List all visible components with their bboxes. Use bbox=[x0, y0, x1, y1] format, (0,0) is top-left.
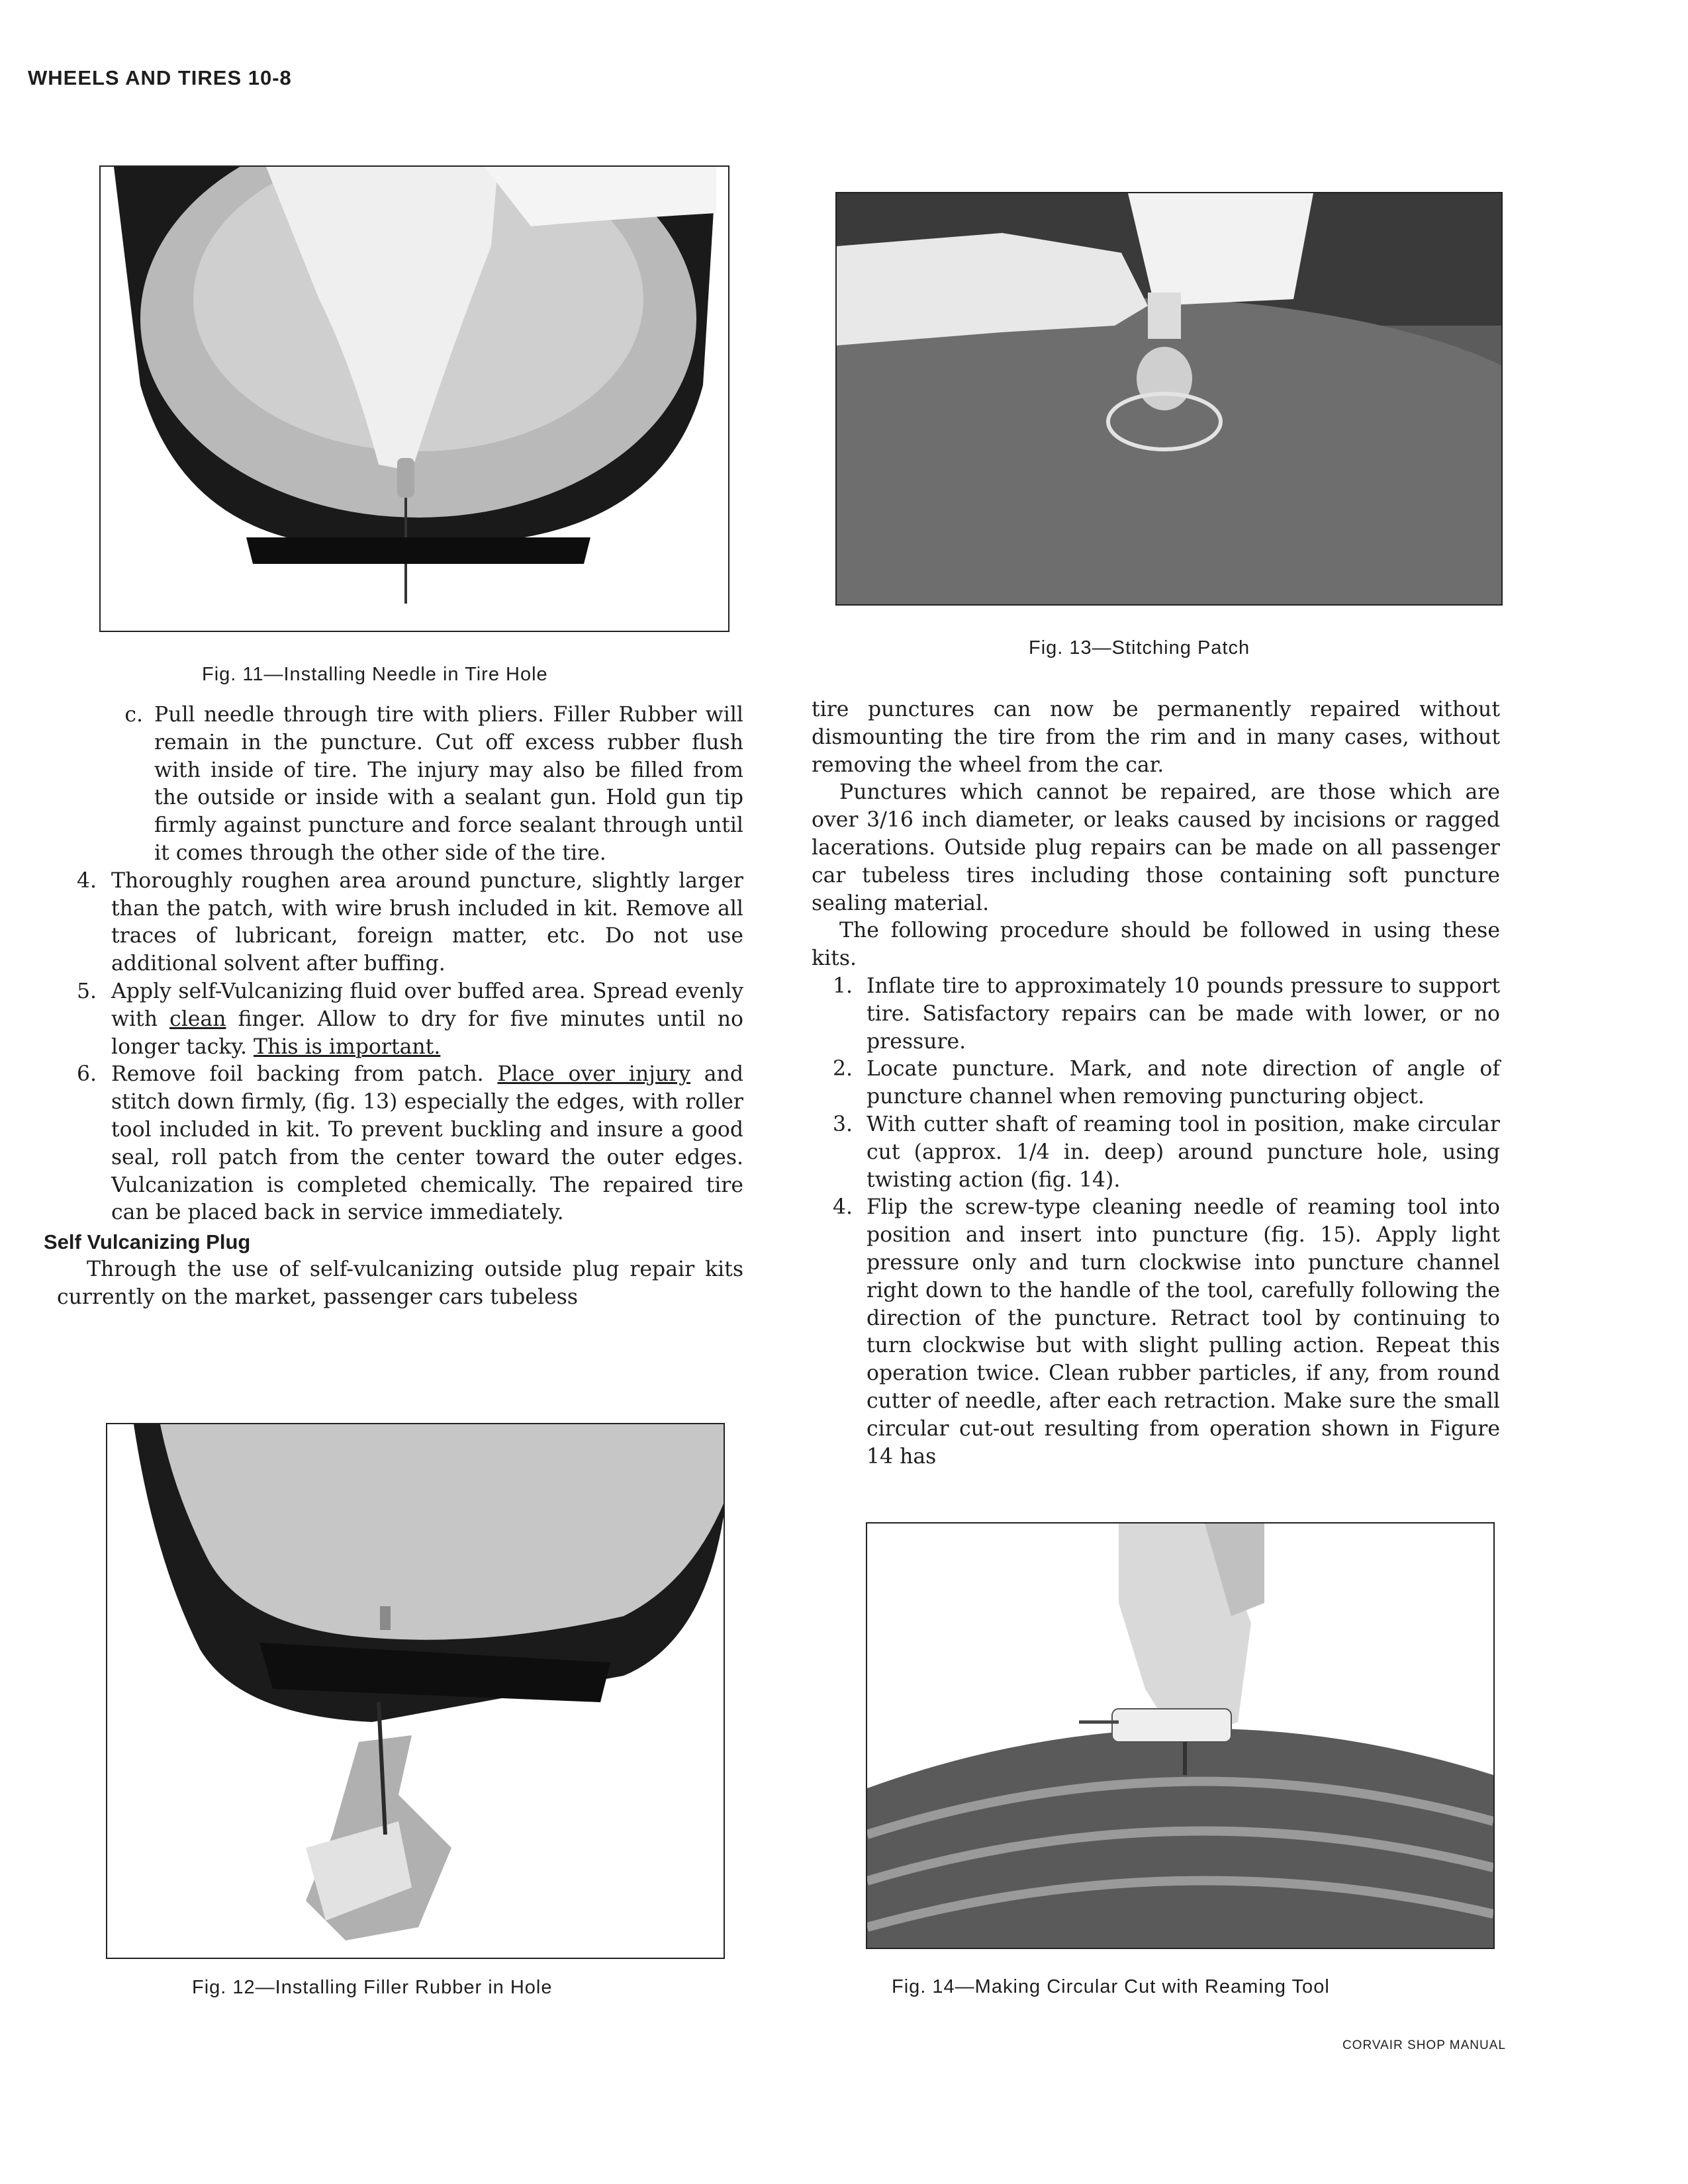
figure-14-frame bbox=[866, 1522, 1495, 1949]
figure-11-photo bbox=[101, 167, 728, 631]
right-paragraph-1: tire punctures can now be permanently repaired without dismounting the tire from the rim and in many cases, without removing the wheel from the car. bbox=[812, 698, 1500, 777]
step-5-label: 5. bbox=[76, 979, 97, 1003]
step-5-text-b: finger. Allow to dry for five minutes until no longer tacky. bbox=[111, 1007, 744, 1059]
right-paragraph-3: The following procedure should be followed in using these kits. bbox=[812, 919, 1500, 971]
figure-11-caption: Fig. 11—Installing Needle in Tire Hole bbox=[202, 664, 548, 685]
figure-13-frame bbox=[835, 192, 1503, 606]
step-6-place: Place over injury bbox=[497, 1062, 691, 1087]
procedure-step-4 bbox=[812, 1194, 1500, 1471]
figure-12-frame bbox=[106, 1423, 725, 1959]
figure-11-frame bbox=[99, 165, 729, 632]
procedure-step-2-label: 2. bbox=[832, 1057, 853, 1081]
procedure-step-4-text: Flip the screw-type cleaning needle of reaming tool into position and insert into puncture (fig. 15). Apply light pressure only and turn clockwise into puncture channel right down to the handle of the tool, carefully following the direction of the puncture. Retract tool by continuing to turn clockwise but with slight pulling action. Repeat this operation twice. Clean rubber particles, if any, from round cutter of needle, after each retraction. Make sure the small circular cut-out resulting from operation shown in Figure 14 has bbox=[867, 1195, 1500, 1469]
step-5-text-a: Apply self-Vulcanizing fluid over buffed area. Spread evenly with bbox=[111, 979, 743, 1031]
step-6 bbox=[57, 1061, 743, 1227]
figure-13-photo bbox=[837, 193, 1501, 604]
procedure-step-2-text: Locate puncture. Mark, and note direction of angle of puncture channel when removing puncturing object. bbox=[867, 1057, 1500, 1109]
page-footer: CORVAIR SHOP MANUAL bbox=[1342, 2038, 1506, 2052]
step-6-text bbox=[111, 1061, 743, 1227]
section-heading: Self Vulcanizing Plug bbox=[44, 1230, 251, 1254]
step-5-text bbox=[111, 978, 743, 1061]
step-5-clean: clean bbox=[169, 1007, 226, 1031]
step-c-label: c. bbox=[124, 703, 143, 727]
step-4 bbox=[57, 868, 743, 978]
left-column bbox=[44, 702, 744, 1312]
procedure-step-1-label: 1. bbox=[832, 974, 853, 998]
procedure-step-2 bbox=[812, 1056, 1500, 1111]
intro-paragraph: Through the use of self-vulcanizing outside plug repair kits currently on the market, passenger cars tubeless bbox=[57, 1257, 743, 1309]
right-paragraph-2: Punctures which cannot be repaired, are those which are over 3/16 inch diameter, or leaks caused by incisions or ragged lacerations. Outside plug repairs can be made on all passenger car tubeless tires including those containing soft puncture sealing material. bbox=[812, 780, 1500, 915]
procedure-step-3-label: 3. bbox=[832, 1112, 853, 1136]
procedure-step-1 bbox=[812, 973, 1500, 1056]
step-4-label: 4. bbox=[76, 868, 97, 893]
step-c-text: Pull needle through tire with pliers. Filler Rubber will remain in the puncture. Cut off excess rubber flush with inside of tire. The injury may also be filled from the outside or inside with a sealant gun. Hold gun tip firmly against puncture and force sealant through until it comes through the other side of the tire. bbox=[154, 703, 743, 865]
right-column bbox=[812, 696, 1500, 1471]
step-6-label: 6. bbox=[76, 1062, 97, 1087]
figure-12-photo bbox=[107, 1424, 724, 1958]
procedure-step-3-text: With cutter shaft of reaming tool in position, make circular cut (approx. 1/4 in. deep) around puncture hole, using twisting action (fig. 14). bbox=[867, 1112, 1500, 1192]
step-5 bbox=[57, 978, 743, 1061]
figure-14-caption: Fig. 14—Making Circular Cut with Reaming Tool bbox=[892, 1976, 1330, 1997]
figure-13-caption: Fig. 13—Stitching Patch bbox=[1029, 637, 1250, 659]
figure-12-caption: Fig. 12—Installing Filler Rubber in Hole bbox=[192, 1977, 553, 1998]
page-header: WHEELS AND TIRES 10-8 bbox=[28, 66, 292, 89]
step-5-important: This is important. bbox=[254, 1034, 441, 1059]
procedure-step-3 bbox=[812, 1111, 1500, 1194]
figure-14-photo bbox=[867, 1524, 1493, 1948]
step-4-text: Thoroughly roughen area around puncture, slightly larger than the patch, with wire brush included in kit. Remove all traces of lubricant, foreign matter, etc. Do not use additional solvent after buffing. bbox=[111, 868, 743, 976]
step-6-text-a: Remove foil backing from patch. bbox=[111, 1062, 484, 1087]
step-c bbox=[57, 702, 743, 868]
step-6-text-b: and stitch down firmly, (fig. 13) especially the edges, with roller tool included in kit. To prevent buckling and insure a good seal, roll patch from the center toward the outer edges. Vulcanization is completed chemically. The repaired tire can be placed back in service immediately. bbox=[111, 1062, 743, 1225]
procedure-step-1-text: Inflate tire to approximately 10 pounds pressure to support tire. Satisfactory repairs can be made with lower, or no pressure. bbox=[867, 974, 1500, 1054]
procedure-step-4-label: 4. bbox=[832, 1195, 853, 1220]
